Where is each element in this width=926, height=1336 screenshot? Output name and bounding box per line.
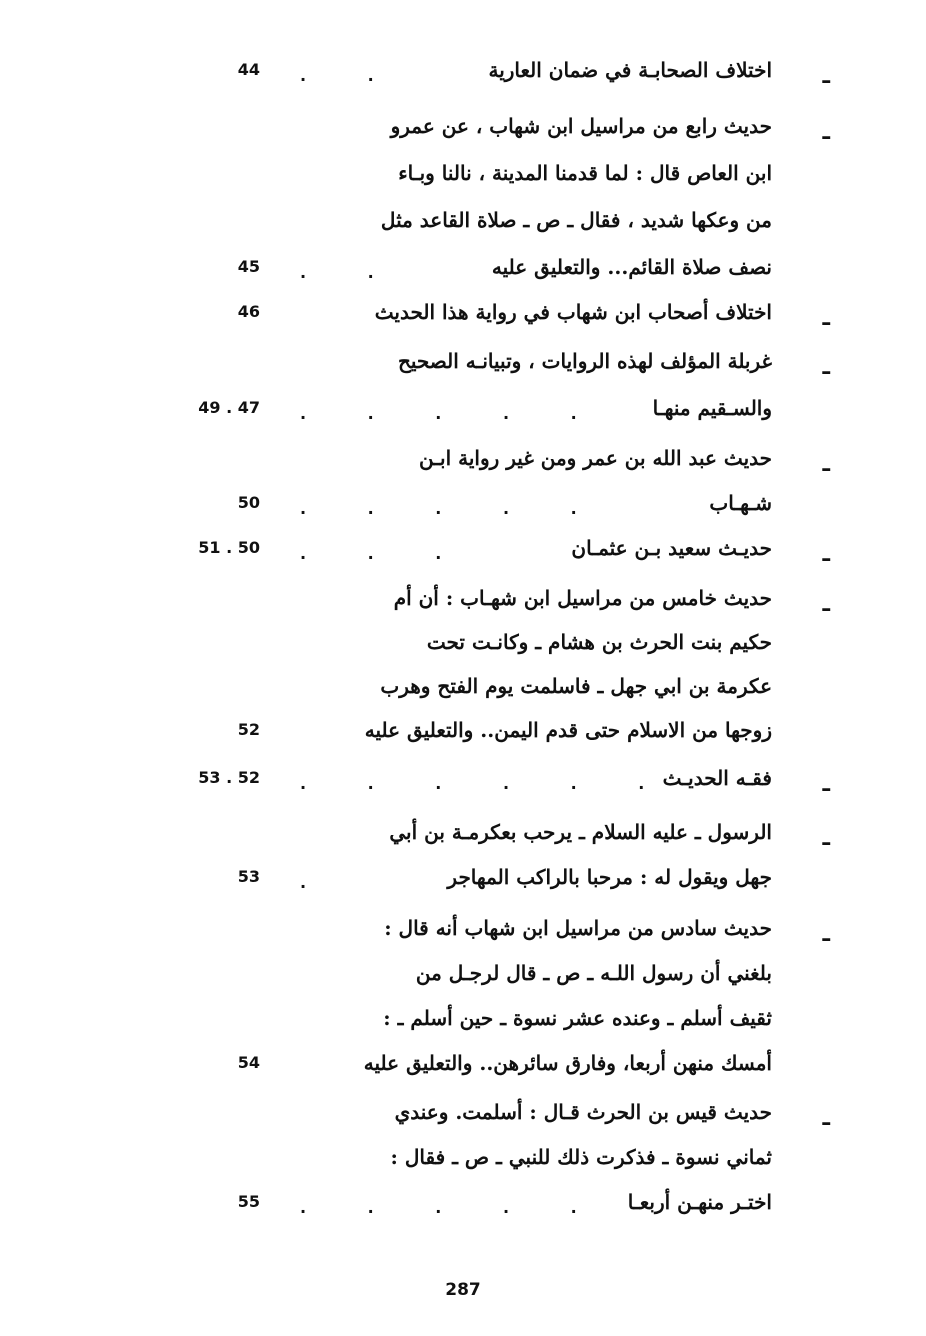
page-number: 52 <box>237 720 260 739</box>
entry-line <box>150 249 830 297</box>
entry-text: فقـه الحديـث <box>662 766 772 790</box>
entry-text: حكيم بنت الحرث بن هشام ـ وكانـت تحت <box>426 630 772 654</box>
entry-text: حديث قيس بن الحرث قـال : أسلمت. وعندي <box>394 1100 772 1124</box>
page-number: 49 . 47 <box>198 398 260 417</box>
entry-text: شـهـاب <box>709 491 772 515</box>
entry-line <box>150 390 830 438</box>
entry-line <box>150 485 830 533</box>
entry-text: نصف صلاة القائم... والتعليق عليه <box>491 255 772 279</box>
entry-line <box>150 294 830 342</box>
entry-line <box>150 52 830 100</box>
entry-text: حديث رابع من مراسيل ابن شهاب ، عن عمرو <box>390 114 772 138</box>
entry-line <box>150 955 830 1003</box>
entry-dash: ـ <box>822 355 830 380</box>
entry-dash: ـ <box>822 542 830 567</box>
folio-page-number: 287 <box>445 1280 481 1300</box>
entry-line <box>150 814 830 862</box>
page-number: 46 <box>237 302 260 321</box>
leader-dots: . <box>300 873 335 892</box>
leader-dots: . . . . . <box>300 1198 605 1217</box>
leader-dots: . . <box>300 263 402 282</box>
entry-line <box>150 712 830 760</box>
entry-text: عكرمة بن ابي جهل ـ فاسلمت يوم الفتح وهرب <box>380 674 772 698</box>
entry-dash: ـ <box>822 1106 830 1131</box>
leader-dots: . . . <box>300 544 470 563</box>
entry-line <box>150 343 830 391</box>
leader-dots: . . . . . . <box>300 774 673 793</box>
entry-line <box>150 1094 830 1142</box>
entry-line <box>150 1045 830 1093</box>
entry-line <box>150 108 830 156</box>
entry-line <box>150 668 830 716</box>
leader-dots: . . <box>300 66 402 85</box>
entry-line <box>150 1000 830 1048</box>
entry-text: اختلاف الصحابـة في ضمان العارية <box>488 58 772 82</box>
entry-line <box>150 859 830 907</box>
entry-text: حديث سادس من مراسيل ابن شهاب أنه قال : <box>384 916 772 940</box>
entry-dash: ـ <box>822 592 830 617</box>
entry-text: اختـر منهـن أربعـا <box>627 1190 772 1214</box>
entry-line <box>150 580 830 628</box>
entry-text: حديـث سعيد بـن عثمـان <box>571 536 772 560</box>
leader-dots: . . . . . <box>300 404 605 423</box>
entry-text: حديث عبد الله بن عمر ومن غير رواية ابـن <box>418 446 772 470</box>
entry-text: والسـقيم منهـا <box>652 396 772 420</box>
leader-dots: . . . . . <box>300 499 605 518</box>
page-number: 53 . 52 <box>198 768 260 787</box>
entry-dash: ـ <box>822 772 830 797</box>
entry-line <box>150 202 830 250</box>
entry-text: ثقيف أسلم ـ وعنده عشر نسوة ـ حين أسلم ـ : <box>383 1006 772 1030</box>
page-number: 51 . 50 <box>198 538 260 557</box>
entry-text: جهل ويقول له : مرحبا بالراكب المهاجر <box>447 865 772 889</box>
page-number: 50 <box>237 493 260 512</box>
entry-line <box>150 530 830 578</box>
entry-text: حديث خامس من مراسيل ابن شهـاب : أن أم <box>393 586 772 610</box>
entry-dash: ـ <box>822 826 830 851</box>
entry-line <box>150 910 830 958</box>
entry-line <box>150 1184 830 1232</box>
entry-line <box>150 760 830 808</box>
entry-dash: ـ <box>822 64 830 89</box>
page-number: 45 <box>237 257 260 276</box>
page-number: 44 <box>237 60 260 79</box>
entry-text: بلغني أن رسول اللـه ـ ص ـ قال لرجـل من <box>415 961 772 985</box>
entry-dash: ـ <box>822 306 830 331</box>
entry-text: ابن العاص قال : لما قدمنا المدينة ، نالنا وبـاء <box>398 161 772 185</box>
page-number: 54 <box>237 1053 260 1072</box>
entry-text: أمسك منهن أربعا، وفارق سائرهن.. والتعليق عليه <box>363 1051 772 1075</box>
entry-dash: ـ <box>822 452 830 477</box>
entry-dash: ـ <box>822 120 830 145</box>
entry-text: اختلاف أصحاب ابن شهاب في رواية هذا الحديث <box>374 300 772 324</box>
entry-line <box>150 440 830 488</box>
page-number: 55 <box>237 1192 260 1211</box>
entry-text: من وعكها شديد ، فقال ـ ص ـ صلاة القاعد مثل <box>380 208 772 232</box>
entry-dash: ـ <box>822 922 830 947</box>
entry-line <box>150 155 830 203</box>
entry-text: غربلة المؤلف لهذه الروايات ، وتبيانـه الصحيح <box>397 349 772 373</box>
entry-text: ثماني نسوة ـ فذكرت ذلك للنبي ـ ص ـ فقال : <box>390 1145 772 1169</box>
entry-line <box>150 624 830 672</box>
entry-text: الرسول ـ عليه السلام ـ يرحب بعكرمـة بن أبي <box>389 820 772 844</box>
entry-text: زوجها من الاسلام حتى قدم اليمن.. والتعليق عليه <box>364 718 772 742</box>
entry-line <box>150 1139 830 1187</box>
page-number: 53 <box>237 867 260 886</box>
